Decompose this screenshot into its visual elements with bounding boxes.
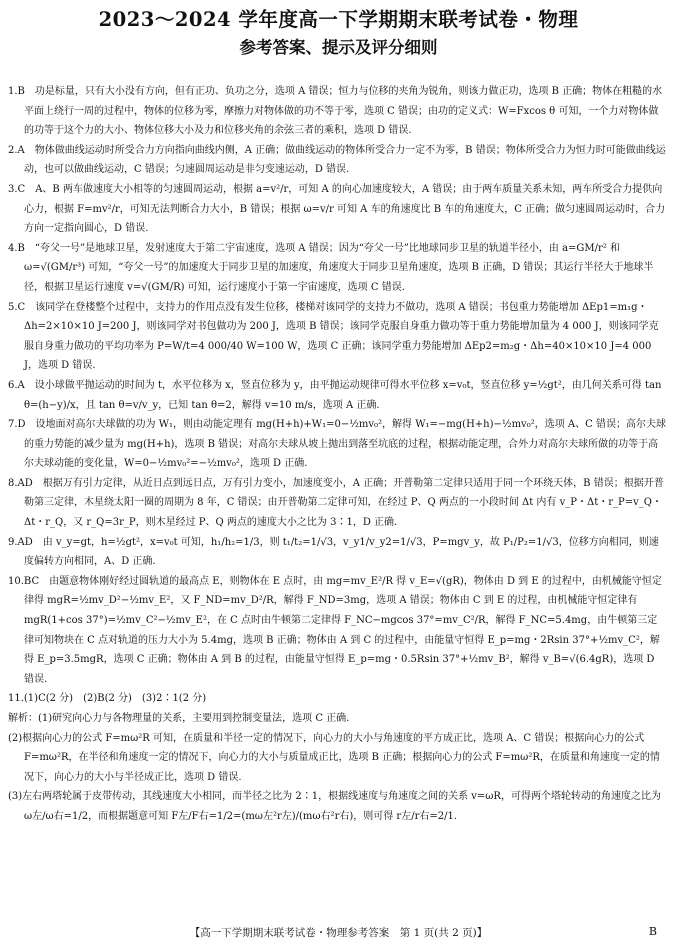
page-subtitle: 参考答案、提示及评分细则 xyxy=(239,38,438,57)
answer-text: 1.B 功是标量，只有大小没有方向，但有正功、负功之分，选项 A 错误；恒力与位移的夹角为锐角，则该力做正功，选项 B 正确；物体在粗糙的水平面上绕行一周的过程中，物体的位移为零，摩擦力对物体做的功不等于零，选项 C 错误；由功的定义式：W=Fxcos θ 可知，一个力对物体做的功等于这个力的大小、物体位移大小及力和位移夹角的余弦三者的乘积，选项 D 错误. xyxy=(8,86,663,137)
page-footer: 【高一下学期期末联考试卷・物理参考答案 第 1 页(共 2 页)】 xyxy=(189,927,488,939)
answer-item xyxy=(8,298,667,376)
answer-item xyxy=(8,572,667,690)
answer-text: 11.(1)C(2 分) (2)B(2 分) (3)2∶1(2 分) xyxy=(8,693,207,705)
answer-text: 9.AD 由 v_y=gt，h=½gt²，x=v₀t 可知，h₁/h₂=1/3，则 t₁/t₂=1/√3，v_y1/v_y2=1/√3，P=mgv_y，故 P₁/P₂=1/√3，位移方向相同，则速度偏转方向相同，A、D 正确. xyxy=(8,536,659,568)
answer-item xyxy=(8,689,667,826)
answer-text: 4.B “夸父一号”是地球卫星，发射速度大于第二宇宙速度，选项 A 错误；因为“夸父一号”比地球同步卫星的轨道半径小，由 a=GM/r² 和 ω=√(GM/r³) 可知，“夸父一号”的加速度大于同步卫星的加速度，角速度大于同步卫星角速度，选项 B 正确，D 错误；其运行半径大于地球半径，根据卫星运行速度 v=√(GM/R) 可知，运行速度小于第一宇宙速度，选项 C 错误. xyxy=(8,242,654,293)
answer-item xyxy=(8,82,667,141)
answer-text: 10.BC 由题意物体刚好经过圆轨道的最高点 E，则物体在 E 点时，由 mg=mv_E²/R 得 v_E=√(gR)，物体由 D 到 E 的过程中，由机械能守恒定律得 mgR=½mv_D²−½mv_E²，又 F_ND=mv_D²/R，解得 F_ND=3mg，选项 A 错误；物体由 C 到 E 的过程，由机械能守恒定律有 mgR(1+cos 37°)=½mv_C²−½mv_E²，在 C 点时由牛顿第二定律得 F_NC−mgcos 37°=mv_C²/R，解得 F_NC=5.4mg，由牛顿第三定律可知物块在 C 点对轨道的压力大小为 5.4mg，选项 B 正确；物体由 A 到 C 的过程中，由能量守恒得 E_p=mg・2Rsin 37°+½mv_C²，解得 E_p=3.5mgR，选项 C 正确；物体由 A 到 B 的过程，由能量守恒得 E_p=mg・0.5Rsin 37°+½mv_B²，解得 v_B=√(6.4gR)，选项 D 错误. xyxy=(8,575,662,685)
answer-item xyxy=(8,376,667,415)
answer-item xyxy=(8,415,667,474)
answer-item xyxy=(8,533,667,572)
answer-item xyxy=(8,180,667,239)
answer-text: 8.AD 根据万有引力定律，从近日点到远日点，万有引力变小，加速度变小，A 正确；开普勒第二定律只适用于同一个环绕天体，B 错误；根据开普勒第三定律，木星绕太阳一圈的周期为 8 年，C 错误；由开普勒第二定律可知，在经过 P、Q 两点的一小段时间 Δt 内有 v_P・Δt・r_P=v_Q・Δt・r_Q，又 r_Q=3r_P，则木星经过 P、Q 两点的速度大小之比为 3∶1，D 正确. xyxy=(8,477,664,529)
answer-item xyxy=(8,474,667,533)
paper-version-mark: B xyxy=(648,925,657,938)
answer-item xyxy=(8,141,667,180)
page-title: 2023～2024 学年度高一下学期期末联考试卷・物理 xyxy=(98,8,579,31)
answer-list xyxy=(8,82,667,827)
answer-text: 5.C 该同学在登楼整个过程中，支持力的作用点没有发生位移，楼梯对该同学的支持力不做功，选项 A 错误；书包重力势能增加 ΔEp1=m₁g・Δh=2×10×10 J=200 J，则该同学对书包做功为 200 J，选项 B 错误；该同学克服自身重力做功等于重力势能增加量为 4 000 J，则该同学克服自身重力做功的平均功率为 P=W/t=4 000/40 W=100 W，选项 C 正确；该同学重力势能增加 ΔEp2=m₂g・Δh=40×10×10 J=4 000 J，选项 D 错误. xyxy=(8,301,659,372)
answer-text: 3.C A、B 两车做速度大小相等的匀速圆周运动，根据 a=v²/r，可知 A 的向心加速度较大，A 错误；由于两车质量关系未知，两车所受合力提供向心力，根据 F=mv²/r，可知无法判断合力大小，B 错误；根据 ω=v/r 可知 A 车的角速度比 B 车的角速度大，C 正确；做匀速圆周运动时，合力方向一定指向圆心，D 错误. xyxy=(8,183,666,235)
answer-text: 6.A 设小球做平抛运动的时间为 t，水平位移为 x，竖直位移为 y，由平抛运动规律可得水平位移 x=v₀t，竖直位移 y=½gt²，由几何关系可得 tan θ=(h−y)/x，且 tan θ=v/v_y，已知 tan θ=2，解得 v=10 m/s，选项 A 正确. xyxy=(8,379,662,411)
answer-item xyxy=(8,239,667,298)
answer-explanation: 解析：(1)研究向心力与各物理量的关系，主要用到控制变量法，选项 C 正确. xyxy=(8,713,350,724)
answer-text: 2.A 物体做曲线运动时所受合力方向指向曲线内侧，A 正确；做曲线运动的物体所受合力一定不为零，B 错误；物体所受合力为恒力时可能做曲线运动，也可以做曲线运动，C 错误；匀速圆周运动是非匀变速运动，D 错误. xyxy=(8,144,666,176)
answer-text: 7.D 设地面对高尔夫球做的功为 W₁，则由动能定理有 mg(H+h)+W₁=0−½mv₀²，解得 W₁=−mg(H+h)−½mv₀²，选项 A、C 错误；高尔夫球的重力势能的减少量为 mg(H+h)，选项 B 错误；对高尔夫球从坡上抛出到落至坑底的过程，根据动能定理，合外力对高尔夫球所做的功等于高尔夫球动能的变化量，W=0−½mv₀²=−½mv₀²，选项 D 正确. xyxy=(8,419,666,470)
answer-explanation: (3)左右两塔轮属于皮带传动，其线速度大小相同，而半径之比为 2∶1，根据线速度与角速度之间的关系 v=ωR，可得两个塔轮转动的角速度之比为 ω左/ω右=1/2，而根据题意可知 F左/F右=1/2=(mω左²r左)/(mω右²r右)，则可得 r左/r右=2/1. xyxy=(8,791,661,822)
answer-explanation: (2)根据向心力的公式 F=mω²R 可知，在质量和半径一定的情况下，向心力的大小与角速度的平方成正比，选项 A、C 错误；根据向心力的公式 F=mω²R，在半径和角速度一定的情况下，向心力的大小与质量成正比，选项 B 正确；根据向心力的公式 F=mω²R，在质量和角速度一定的情况下，向心力的大小与半径成正比，选项 D 错误. xyxy=(8,732,660,783)
